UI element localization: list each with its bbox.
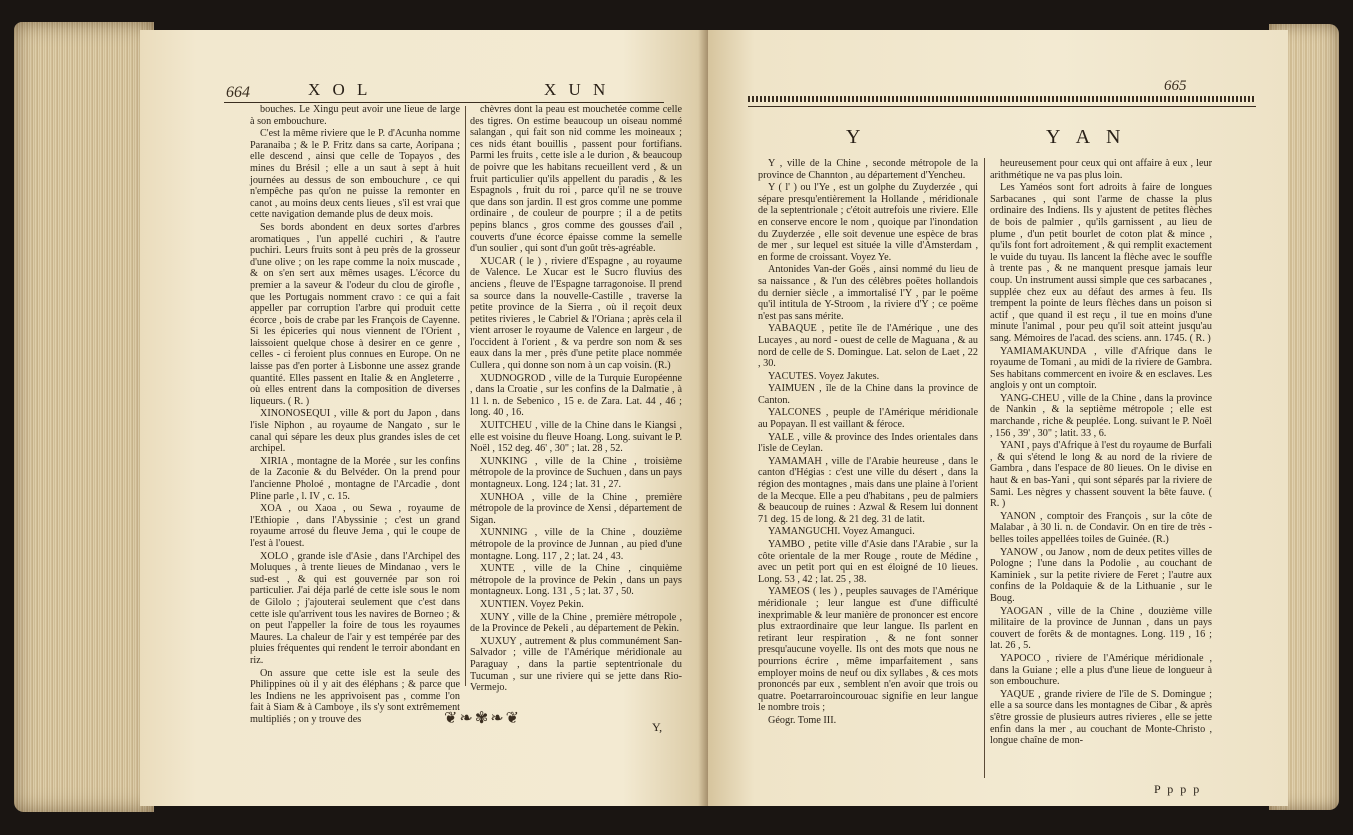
entry-paragraph: Les Yaméos sont fort adroits à faire de longues Sarbacanes , qui sont l'arme de chasse la plus ordinaire des Indiens. Ils y ajustent de petites flèches de bois de palmier , qu'ils garnissent , au lieu de plume , d'un petit bourlet de coton plat & mince , qu'ils font fort adroitement , & qui remplit exactement le vuide du tuyau. Ils lancent la flèche avec le souffle à trente pas , & ne manquent presque jamais leur coup. Un instrument aussi simple que ces sarbacanes , supplée chez eux au défaut des armes à feu. Ils trempent la pointe de leurs flèches dans un poison si actif , que quand il est reçu , il tue en moins d'une minute l'animal , pour peu qu'il soit atteint jusqu'au sang. Mémoires de l'acad. des sciens. ann. 1745. ( R. ) [990,182,1212,344]
entry-paragraph: bouches. Le Xingu peut avoir une lieue de large à son embouchure. [250,104,460,127]
entry-paragraph: XOLO , grande isle d'Asie , dans l'Archipel des Moluques , à trente lieues de Mindanao , vers le sud-est , & qui est gouvernée par son roi particulier. J'ai déja parlé de cette isle sous le nom de Gilolo ; j'ajouterai seulement que c'est dans cette isle qu'arrivent tous les navires de Borneo ; & on peut l'appeller la foire de tous les royaumes Maures. La chaleur de l'air y est tempérée par des pluies fréquentes qui rendent le terroir abondant en riz. [250,550,460,666]
right-page [708,30,1288,806]
entry-paragraph: XUXUY , autrement & plus communément San-Salvador ; ville de l'Amérique méridionale au Paraguay , dans la partie septentrionale du Tucuman , sur une riviere qui se jette dans Rio-Vermejo. [470,635,682,694]
entry-paragraph: XUNTE , ville de la Chine , cinquième métropole de la province de Pekin , dans un pays montagneux. Long. 131 , 5 ; lat. 37 , 50. [470,563,682,598]
entry-paragraph: C'est la même riviere que le P. d'Acunha nomme Paranaiba ; & le P. Fritz dans sa carte, Aoripana ; elle descend , ainsi que celle de Topayos , des mines du Brésil ; elle a un saut à sept à huit journées au dessus de son embouchure , ce qui n'empêche pas qu'on ne puisse la remonter en canot , au moins deux cents lieues , s'il est vrai que cette navigation demande plus de deux mois. [250,128,460,221]
left-column-1 [250,104,460,754]
right-column-2 [990,158,1212,778]
entry-paragraph: YAMAMAH , ville de l'Arabie heureuse , dans le canton d'Hégias : c'est une ville du désert , dans la région des montagnes , mais dans une plaine à l'orient de la Mecque. Elle a peu d'habitans , peu de palmiers & beaucoup de ruines : Azwal & Resem lui donnent 71 deg. 15 de long. & 21 deg. 31 de latit. [758,455,978,525]
entry-paragraph: XUNY , ville de la Chine , première métropole , de la Province de Pekeli , au département de Pekin. [470,611,682,635]
entry-paragraph: Géogr. Tome III. [768,714,837,726]
tailpiece-ornament: ❦❧✾❧❦ [444,710,522,727]
entry-paragraph: Y , ville de la Chine , seconde métropole de la province de Channton , au département d'Yencheu. [758,158,978,181]
entry-paragraph: Ses bords abondent en deux sortes d'arbres aromatiques , l'un appellé cuchiri , & l'autre puchiri. Leurs fruits sont à peu près de la grosseur d'une olive ; on les rape comme la noix muscade , & on s'en sert aux mêmes usages. L'écorce du premier a la saveur & l'odeur du clou de girofle , que les Portugais nomment cravo : ce qui a fait appeller par corruption l'arbre qui produit cette écorce , bois de crabe par les François de Cayenne. Si les épiceries qui nous viennent de l'Orient , laissoient quelque chose à desirer en ce genre , celles - ci feroient plus connues en Europe. On ne laisse pas d'en porter à Lisbonne une assez grande quantité. Elles passent en Italie & en Angleterre , où elles entrent dans la composition de diverses liqueurs. ( R. ) [250,221,460,407]
entry-paragraph: On assure que cette isle est la seule des Philippines où il y ait des éléphans ; & parce que les Indiens ne les apprivoisent pas , comme l'on fait à Siam & à Camboye , ils s'y sont extrêmement multipliés ; on y trouve des [250,667,460,725]
entry-paragraph: XUNHOA , ville de la Chine , première métropole de la province de Xensi , département de Sigan. [470,491,682,526]
entry-paragraph: YAPOCO , riviere de l'Amérique méridionale , dans la Guiane ; elle a plus d'une lieue de longueur à son embouchure. [990,652,1212,688]
right-heading-left: Y [846,126,867,148]
entry-paragraph: YAMEOS ( les ) , peuples sauvages de l'Amérique méridionale ; leur langue est d'une difficulté inexprimable & leur manière de prononcer est encore plus extraordinaire que leur langue. Ils parlent en retirant leur respiration , & ne font sonner presqu'aucune voyelle. Ils ont des mots que nous ne pourrions écrire , même imparfaitement , sans employer moins de neuf ou dix syllabes , & ces mots prononcés par eux , semblent n'en avoir que trois ou quatre. Poetarraroincourouac signifie en leur langue le nombre trois ; [758,586,978,714]
entry-paragraph: Antonides Van-der Goës , ainsi nommé du lieu de sa naissance , & l'un des célèbres poëtes hollandois du dernier siècle , a immortalisé l'Y , par le poëme qu'il intitula de Y-Stroom , la riviere d'Y ; ce poëme n'est pas sans mérite. [758,264,978,322]
left-header-left: X O L [308,80,372,99]
right-column-1 [758,158,978,798]
head-band-ornament [748,96,1256,102]
left-header-right: X U N [544,80,610,99]
entry-paragraph: YALCONES , peuple de l'Amérique méridionale au Popayan. Il est vaillant & féroce. [758,407,978,431]
entry-paragraph: XIRIA , montagne de la Morée , sur les confins de la Zaconie & du Belvéder. On la prend pour l'ancienne Pholoé , montagne de l'Arcadie , dont Pline parle , l. IV , c. 15. [250,455,460,502]
left-column-divider [465,106,466,686]
left-page-edges [14,22,154,812]
left-header-rule [224,102,664,103]
entry-paragraph: YALE , ville & province des Indes orientales dans l'isle de Ceylan. [758,431,978,455]
right-heading-right: Y A N [1046,126,1127,148]
entry-paragraph: YAMBO , petite ville d'Asie dans l'Arabie , sur la côte orientale de la mer Rouge , route de Médine , avec un petit port qui en est éloigné de 10 lieues. Long. 53 , 42 ; lat. 25 , 38. [758,539,978,585]
entry-paragraph: XUITCHEU , ville de la Chine dans le Kiangsi , elle est voisine du fleuve Hoang. Long. suivant le P. Noël , 152 deg. 46' , 30" ; lat. 28 , 52. [470,420,682,455]
entry-paragraph: XUNNING , ville de la Chine , douzième métropole de la province de Junnan , au pied d'une montagne. Long. 117 , 2 ; lat. 24 , 43. [470,527,682,562]
entry-paragraph: Y ( l' ) ou l'Ye , est un golphe du Zuyderzée , qui sépare presqu'entièrement la Hollande , méridionale de la septentrionale ; c'étoit autrefois une riviere. Elle en conserve encore le nom , quoique par l'inondation du Zuyderzée , elle soit devenue une espèce de bras de mer , sur lequel est située la ville d'Amsterdam , en forme de croissant. Voyez Ye. [758,182,978,263]
entry-paragraph: XUNTIEN. Voyez Pekin. [480,598,584,610]
left-page [140,30,708,806]
entry-paragraph: XUNKING , ville de la Chine , troisième métropole de la province de Suchuen , dans un pays montagneux. Long. 124 ; lat. 31 , 27. [470,455,682,490]
entry-paragraph: YABAQUE , petite île de l'Amérique , une des Lucayes , au nord - ouest de celle de Maguana , & au nord de celle de S. Domingue. Lat. selon de Laet , 22 , 30. [758,323,978,370]
entry-paragraph: YANI , pays d'Afrique à l'est du royaume de Burfali , & qui s'étend le long & au nord de la riviere de Gambra , dans l'espace de 80 lieues. On le divise en haut & en bas-Yani , qui sont séparés par la riviere de Sami. Les nègres y chassent souvent la bête fauve. ( R. ) [990,440,1212,510]
left-page-number: 664 [226,84,250,101]
entry-paragraph: heureusement pour ceux qui ont affaire à eux , leur arithmétique ne va pas plus loin. [990,158,1212,181]
right-column-divider [984,158,985,778]
entry-paragraph: YANOW , ou Janow , nom de deux petites villes de Pologne ; l'une dans la Podolie , au couchant de Kaminiek , sur la petite riviere de Feret ; l'autre aux confins de la Poldaquie & de la Lithuanie , sur le Boug. [990,546,1212,604]
head-band-rule [748,106,1256,107]
entry-paragraph: YAMIAMAKUNDA , ville d'Afrique dans le royaume de Tomani , au midi de la riviere de Gambra. Ses habitans commercent en ivoire & en esclaves. Les anglois y ont un comptoir. [990,345,1212,392]
entry-paragraph: YANG-CHEU , ville de la Chine , dans la province de Nankin , & la septième métropole ; elle est marchande , riche & peuplée. Long. suivant le P. Noël , 156 , 39' , 30" ; latit. 33 , 6. [990,392,1212,439]
right-page-number: 665 [1164,78,1187,94]
signature-mark: P p p p [1154,782,1202,796]
entry-paragraph: XUCAR ( le ) , riviere d'Espagne , au royaume de Valence. Le Xucar est le Sucro fluvius des anciens , fleuve de l'Espagne tarragonoise. Il prend sa source dans la nouvelle-Castille , traverse la petite province de la Sierra , où il reçoit deux petites rivieres , le Cabriel & l'Oriana ; après cela il vient arroser le royaume de Valence en largeur , de l'occident à l'orient , & va perdre son nom & ses eaux dans la mer , près d'une petite place nommée Cullera , qui donne son nom à un cap voisin. (R.) [470,255,682,372]
left-column-2 [470,104,682,704]
entry-paragraph: YANON , comptoir des François , sur la côte de Malabar , à 30 li. n. de Condavir. On en tire de très - belles toiles appellées toiles de Guinée. (R.) [990,510,1212,545]
catchword: Y, [652,720,663,734]
entry-paragraph: XUDNOGROD , ville de la Turquie Européenne , dans la Croatie , sur les confins de la Dalmatie , à 11 l. n. de Sebenico , 15 e. de Zara. Lat. 44 , 46 ; long. 40 , 16. [470,372,682,419]
entry-paragraph: YAQUE , grande riviere de l'île de S. Domingue ; elle a sa source dans les montagnes de Cibar , & après s'être grossie de plusieurs autres rivieres , elle se jette enfin dans la mer , au couchant de Monte-Christo , longue chaîne de mon- [990,688,1212,747]
entry-paragraph: XOA , ou Xaoa , ou Sewa , royaume de l'Ethiopie , dans l'Abyssinie ; c'est un grand royaume arrosé du fleuve Jema , qui le coupe de l'est à l'ouest. [250,503,460,549]
entry-paragraph: YACUTES. Voyez Jakutes. [768,370,880,382]
entry-paragraph: XINONOSEQUI , ville & port du Japon , dans l'isle Niphon , au royaume de Nangato , sur le canal qui sépare les deux plus grandes isles de cet archipel. [250,408,460,455]
entry-paragraph: YAMANGUCHI. Voyez Amanguci. [768,526,915,538]
entry-paragraph: YAOGAN , ville de la Chine , douzième ville militaire de la province de Junnan , dans un pays couvert de forêts & de montagnes. Long. 119 , 16 ; lat. 26 , 5. [990,605,1212,652]
entry-paragraph: chèvres dont la peau est mouchetée comme celle des tigres. On estime beaucoup un oiseau nommé salangan , qui fait son nid comme les moineaux ; ces nids étant bouillis , passent pour fortifians. Parmi les fruits , cette isle a le durion , & beaucoup de poivre que les habitans recueillent verd , & un fruit particulier qu'ils appellent du paradis , & les Espagnols , fruit du roi , parce qu'il ne se trouve que dans son jardin. Il est gros comme une pomme ordinaire , de couleur de pourpre ; il a de petits pepins blancs , gros comme des gousses d'ail , couverts d'une écorce épaisse comme la semelle d'un soulier , qui sont d'un goût très-agréable. [470,104,682,255]
entry-paragraph: YAIMUEN , île de la Chine dans la province de Canton. [758,383,978,406]
